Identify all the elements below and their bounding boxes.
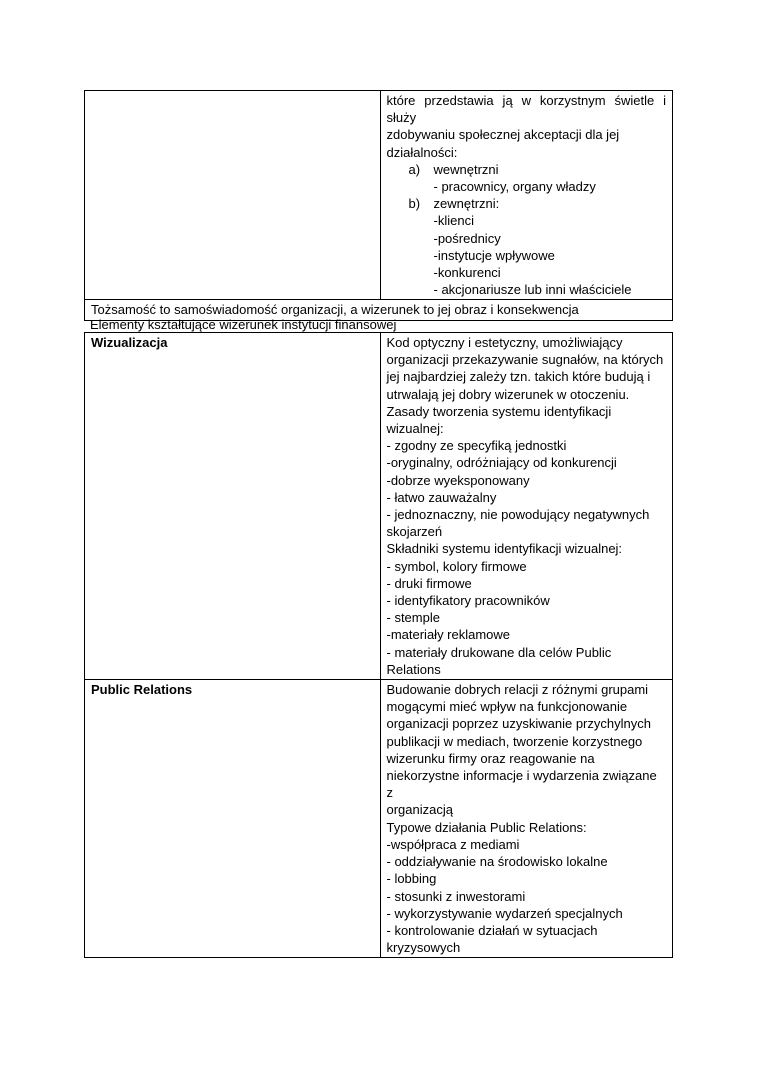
text-line: kryzysowych — [386, 940, 461, 956]
text-line: - stemple — [386, 610, 440, 626]
row-content — [380, 680, 673, 958]
table-caption: Elementy kształtujące wizerunek instytucji finansowej — [90, 317, 397, 332]
text-line: - stosunki z inwestorami — [386, 888, 526, 904]
table-row — [85, 680, 673, 958]
text-line: zdobywaniu społecznej akceptacji dla jej — [386, 127, 620, 143]
continuation-table — [84, 90, 673, 321]
text-line: działalności: — [386, 144, 458, 160]
sub-list-item: - akcjonariusze lub inni właściciele — [433, 282, 632, 298]
text-line: - materiały drukowane dla celów Public — [386, 644, 612, 660]
text-line: organizacji przekazywanie sugnałów, na których — [386, 352, 664, 368]
text-line: -oryginalny, odróżniający od konkurencji — [386, 455, 617, 471]
text-line: Składniki systemu identyfikacji wizualnej: — [386, 541, 623, 557]
text-line: organizacji poprzez uzyskiwanie przychylnych — [386, 716, 651, 732]
text-line: - identyfikatory pracowników — [386, 593, 550, 609]
text-line: - oddziaływanie na środowisko lokalne — [386, 854, 608, 870]
text-line: -współpraca z mediami — [386, 836, 520, 852]
text-line: wizerunku firmy oraz reagowanie na — [386, 750, 595, 766]
text-line: -dobrze wyeksponowany — [386, 472, 530, 488]
text-line: publikacji w mediach, tworzenie korzystnego — [386, 733, 643, 749]
text-line: Zasady tworzenia systemu identyfikacji — [386, 403, 612, 419]
text-line: Relations — [386, 661, 441, 677]
text-line: - łatwo zauważalny — [386, 489, 497, 505]
text-line: Kod optyczny i estetyczny, umożliwiający — [386, 335, 623, 350]
text-line: utrwalają jej dobry wizerunek w otoczeniu. — [386, 386, 630, 402]
sub-list-item: - pracownicy, organy władzy — [433, 179, 596, 195]
row-content — [380, 333, 673, 680]
summary-cell: Tożsamość to samoświadomość organizacji, a wizerunek to jej obraz i konsekwencja — [85, 300, 673, 320]
list-label: zewnętrzni: — [433, 196, 500, 212]
text-line: -materiały reklamowe — [386, 627, 511, 643]
list-marker: b) — [408, 196, 421, 212]
text-line: Typowe działania Public Relations: — [386, 819, 587, 835]
text-line: - wykorzystywanie wydarzeń specjalnych — [386, 905, 623, 921]
sub-list-item: -konkurenci — [433, 265, 501, 281]
table-row — [85, 91, 673, 300]
row-heading: Public Relations — [85, 680, 381, 958]
text-line: - jednoznaczny, nie powodujący negatywnych — [386, 507, 650, 523]
list-item — [387, 195, 667, 212]
sub-list-item: -pośrednicy — [433, 230, 501, 246]
text-line: jej najbardziej zależy tzn. takich które budują i — [386, 369, 651, 385]
definition-cell — [380, 91, 673, 300]
list-item — [387, 161, 667, 178]
text-line: - zgodny ze specyfiką jednostki — [386, 438, 567, 454]
text-line: Budowanie dobrych relacji z różnymi grupami — [386, 682, 649, 698]
sub-list-item: -klienci — [433, 213, 474, 229]
list-label: wewnętrzni — [433, 161, 499, 177]
table-row — [85, 333, 673, 680]
row-heading: Wizualizacja — [85, 333, 381, 680]
text-line: niekorzystne informacje i wydarzenia związane z — [386, 768, 657, 801]
text-line: - druki firmowe — [386, 575, 472, 591]
text-line: - kontrolowanie działań w sytuacjach — [386, 922, 598, 938]
text-line: wizualnej: — [386, 421, 444, 437]
sub-list-item: -instytucje wpływowe — [433, 247, 555, 263]
image-elements-table — [84, 332, 673, 958]
text-line: - lobbing — [386, 871, 437, 887]
text-line: organizacją — [386, 802, 453, 818]
text-line: mogącymi mieć wpływ na funkcjonowanie — [386, 699, 628, 715]
text-line: skojarzeń — [386, 524, 443, 540]
text-line: które przedstawia ją w korzystnym świetle i służy — [386, 93, 666, 126]
list-marker: a) — [408, 161, 421, 177]
empty-cell — [85, 91, 381, 300]
text-line: - symbol, kolory firmowe — [386, 558, 527, 574]
